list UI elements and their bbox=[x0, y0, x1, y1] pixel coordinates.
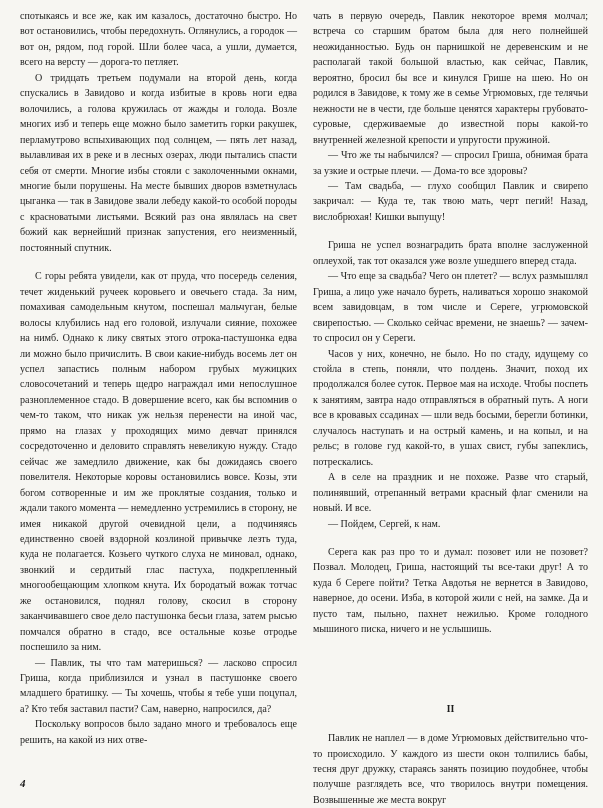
paragraph: чать в первую очередь, Павлик некоторое время молчал; встреча со старшим братом была для него полнейшей неожиданностью. Будь он парнишкой не деревенским и не располагай такой большой властью, как сейчас, Павлик, вероятно, бросил бы все и кинулся Грише на шею. Но он родился в Завидове, к тому же в семье Угрюмовых, где телячьи нежности не в чести, где больше ценятся характеры грубовато-суровые, сдерживаемые до известной поры какой-то внутренней железной крепости и упругости пружиной. bbox=[313, 11, 588, 146]
paragraph: О тридцать третьем подумали на второй день, когда спускались в Завидово и когда избитые в кровь ноги едва волочились, а голова кружилась от жажды и голода. Возле многих изб и теперь еще можно было заметить горки ракушек, перламутрово вспыхивающих под солнцем, — пять лет назад, вылавливая их в реке и в лесных озерах, люди пытались спасти себя от смерти. Многие избы стояли с заколоченными окнами, многие были порушены. На месте бывших дворов взметнулась цыганка — так в Завидове звали лебеду какой-то особой породы с красноватыми листьями. Всякий раз она являлась на свет божий как вернейший признак запустения, его неизменный, постоянный спутник. bbox=[20, 72, 297, 254]
section-number: II bbox=[446, 703, 455, 715]
paragraph-gap bbox=[20, 256, 297, 269]
paragraph: спотыкаясь и все же, как им казалось, достаточно быстро. Но вот остановились, чтобы передохнуть. Оглянулись, а городок — вот он, рядом, под горой. Шли более часа, а ушли, думается, всего на версту — дорога-то петляет. bbox=[20, 11, 297, 69]
paragraph: Гриша не успел вознаградить брата вполне заслуженной оплеухой, так тот оказался уже возле ушедшего вперед стада. bbox=[313, 240, 588, 267]
paragraph: — Пойдем, Сергей, к нам. bbox=[328, 518, 441, 530]
paragraph: Часов у них, конечно, не было. Но по стаду, идущему со стойла в степь, поняли, что полдень. Значит, поход их продолжался более суток. Первое мая на исходе. Чтобы поспеть к занятиям, завтра надо отправляться в обратный путь. А ноги все в кровавых ссадинах — шли ведь босыми, берегли ботинки, случалось наступать и на острый камень, и на копыл, и на рельс; в голове гуд какой-то, в ушах свист, губы запеклись, потрескались. bbox=[313, 348, 588, 468]
right-text-column bbox=[313, 9, 588, 808]
paragraph: — Что же ты набычился? — спросил Гриша, обнимая брата за узкие и острые плечи. — Дома-то все здоровы? bbox=[313, 150, 588, 177]
left-text-column bbox=[20, 9, 297, 748]
paragraph: А в селе на праздник и не похоже. Разве что старый, полинявший, отрепанный ветрами красный флаг сменили на новый. И все. bbox=[313, 472, 588, 515]
paragraph-gap bbox=[313, 532, 588, 545]
paragraph: Серега как раз про то и думал: позовет или не позовет? Позвал. Молодец, Гриша, настоящий ты все-таки друг! А то куда б Сереге пойти? Тетка Авдотья не вернется в Завидово, наверное, до осени. Изба, в которой жили с ней, на замке. Да и пусто там, пыльно, пахнет нежилью. Кроме голодного мышиного писка, ничего и не услышишь. bbox=[313, 546, 588, 636]
page-number: 4 bbox=[20, 778, 26, 790]
paragraph: — Там свадьба, — глухо сообщил Павлик и свирепо закричал: — Куда те, так твою мать, черт пегий! Назад, вислобрюхая! Кишки выпущу! bbox=[313, 180, 588, 223]
paragraph-gap bbox=[313, 225, 588, 238]
paragraph: Поскольку вопросов было задано много и требовалось еще решить, на какой из них отве- bbox=[20, 719, 297, 746]
paragraph: — Что еще за свадьба? Чего он плетет? — вслух размышлял Гриша, а лицо уже начало буреть, наливаться хорошо знакомой всем завидовцам, в том числе и Сереге, угрюмовской свирепостью. — Сколько сейчас времени, не знаешь? — зачем-то спросил он у Сереги. bbox=[313, 271, 588, 345]
paragraph: С горы ребята увидели, как от пруда, что посередь селения, течет жиденький ручеек коровьего и овечьего стада. За ним, помахивая самодельным кнутом, поспешал мальчуган, белые волосы клубились над его головой, излучали сияние, похожее на нимб. Однако к лику святых этого отрока-пастушонка едва ли можно было причислить. В свои какие-нибудь восемь лет он успел запастись полным набором грубых мужицких словосочетаний и теперь щедро награждал ими непослушное разноплеменное стадо. В довершение всего, как бы вспомнив о чем-то таком, что никак уж нельзя перенести на иной час, прямо на глазах у проходящих мимо девчат принялся сосредоточенно и деловито справлять невеликую нужду. Стадо сейчас же замедлило движение, как бы дожидаясь своего повелителя. Некоторые коровы остановились вовсе. Козы, эти богом сотворенные и им же проклятые создания, только и ждали такого момента — немедленно устремились в сторону, не имея никакой другой очевидной цели, а подчиняясь единственно своей вздорной козлиной привычке лезть туда, куда не полагается. Козьего чуткого слуха не миновал, однако, звонкий и сердитый глас пастуха, подкрепленный многообещающим хлопком кнута. Их бородатый вожак тотчас же остановился, поднял голову, скосил в сторону заканчивавшего свое дело пастушонка бесьи глаза, затем рысью помчался обратно в стадо, все остальные козье отродье поспешило за ним. bbox=[20, 271, 297, 654]
paragraph: Павлик не наплел — в доме Угрюмовых действительно что-то происходило. У каждого из шести окон толпились бабы, тесня друг дружку, стараясь занять позицию поудобнее, чтобы получше разглядеть все, что творилось внутри помещения. Возвышенные же места вокруг bbox=[313, 733, 588, 806]
paragraph: — Павлик, ты что там материшься? — ласково спросил Гриша, когда приблизился и узнал в пастушонке своего младшего братишку. — Ты хочешь, чтобы я тебе уши поцупал, а? Кто тебя заставил пасти? Сам, наверно, напросился, да? bbox=[20, 657, 297, 715]
